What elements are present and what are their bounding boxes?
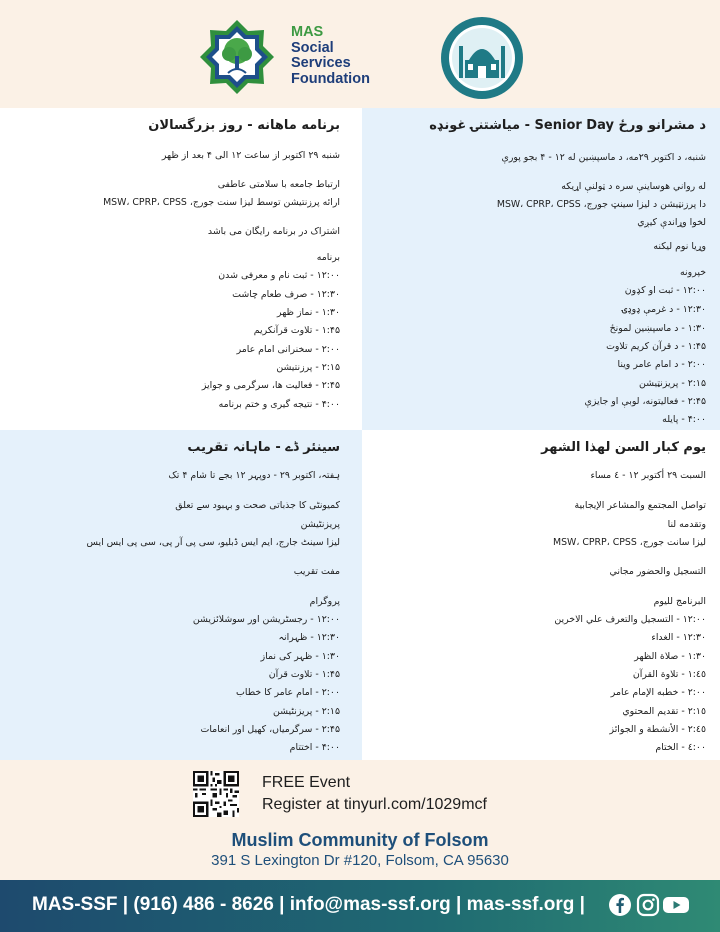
schedule-item: ٢:٤٥ - الأنشطة و الجوائز [609, 724, 706, 735]
logo-line: Social [291, 39, 334, 56]
presenter-line: لخوا وړاندې کیږي [637, 217, 706, 228]
logo-line: MAS [291, 24, 324, 40]
schedule-item: ۴:۰۰ - پایله [662, 414, 706, 425]
schedule-item: ١٢:٣٠ - الغداء [651, 632, 706, 643]
registration-note: اشتراک در برنامه رایگان می باشد [207, 226, 340, 237]
mas-ssf-logo [198, 18, 388, 96]
presenter-line: لیزا سینٹ جارج، ایم ایس ڈبلیو، سی پی آر پی، سی پی ایس ایس [86, 537, 340, 548]
topic-line: کمیونٹی کا جذباتی صحت و بہبود سے تعلق [175, 500, 340, 511]
schedule-item: ۴:۰۰ - اختتام [289, 742, 340, 753]
free-event-label: FREE Event [262, 774, 351, 791]
event-date: شنبه ۲۹ اکتوبر از ساعت ۱۲ الی ۴ بعد از ظهر [161, 150, 340, 161]
event-date: شنبه، د اکتوبر ۲۹مه، د ماسپښین له ۱۲ - ۴ بجو پورې [501, 152, 706, 163]
schedule-heading: خپرونه [680, 267, 706, 278]
schedule-item: ٤:٠٠ - الختام [655, 742, 706, 753]
schedule-heading: البرنامج لليوم [653, 596, 706, 607]
event-date: ہفتہ، اکتوبر ۲۹ - دوپہر ۱۲ بجے تا شام ۴ تک [168, 470, 340, 481]
presenter-line: ليزا سانت جورج، MSW، CPRP، CPSS [553, 537, 706, 548]
event-date: السبت ٢٩ أكتوبر ١٢ - ٤ مساء [590, 470, 706, 481]
schedule-item: ۱۲:۳۰ - ظہرانہ [278, 632, 340, 643]
schedule-item: ۱:۳۰ - نماز ظهر [277, 307, 340, 318]
panel-title: سینئر ڈے - ماہانہ تقریب [187, 440, 340, 455]
logo-line: Foundation [291, 70, 370, 87]
venue-name: Muslim Community of Folsom [231, 830, 489, 850]
schedule-item: ۲:۱۵ - پرزنتیشن [276, 362, 340, 373]
schedule-item: ۱:۴۵ - تلاوت قرآنکریم [253, 325, 340, 336]
schedule-item: ۱۲:۳۰ - صرف طعام چاشت [232, 289, 340, 300]
schedule-item: ٢:٠٠ - خطبه الإمام عامر [610, 687, 706, 698]
header [0, 0, 720, 108]
schedule-item: ۱۲:۳۰ - د غرمې ډوډۍ [621, 304, 706, 315]
presenter-line: وتقدمه لنا [667, 519, 706, 530]
presenter-line: پریزنٹیشن [300, 519, 340, 530]
topic-line: تواصل المجتمع والمشاعر الإيجابية [574, 500, 706, 511]
schedule-item: ۱۲:۰۰ - ثبت او کډون [624, 285, 706, 296]
schedule-item: ۲:۰۰ - د امام عامر وینا [617, 359, 706, 370]
logo-line: Services [291, 55, 351, 71]
schedule-item: ۱:۴۵ - تلاوت قرآن [268, 669, 340, 680]
mas-star-tree-icon [198, 18, 276, 96]
mosque-seal-logo-icon [440, 16, 524, 100]
presenter-line: دا پرزنټیشن د لیزا سینټ جورج، MSW، CPRP، CPSS [496, 199, 706, 210]
schedule-item: ١:٣٠ - صلاة الظهر [634, 651, 706, 662]
schedule-item: ۲:۴۵ - فعالیتونه، لوبې او جایزې [584, 396, 706, 407]
registration-note: التسجيل والحضور مجاني [609, 566, 706, 577]
schedule-item: ۱:۳۰ - د ماسپښین لمونځ [609, 323, 706, 334]
schedule-item: ۱۲:۰۰ - رجسٹریشن اور سوشلائزیشن [192, 614, 340, 625]
panel-title: برنامه ماهانه - روز بزرگسالان [148, 118, 340, 133]
topic-line: ارتباط جامعه با سلامتی عاطفی [217, 179, 340, 190]
schedule-item: ۱۲:۰۰ - ثبت نام و معرفی شدن [218, 270, 340, 281]
schedule-item: ١:٤٥ - تلاوة القرآن [632, 669, 706, 680]
schedule-item: ۴:۰۰ - نتیجه گیری و ختم برنامه [218, 399, 340, 410]
instagram-icon[interactable] [636, 893, 660, 917]
schedule-item: ۲:۱۵ - پریزنٹیشن [273, 706, 340, 717]
schedule-heading: پروگرام [309, 596, 340, 607]
schedule-item: ۱:۴۵ - د قرآن کریم تلاوت [606, 341, 706, 352]
persian-program-panel [0, 108, 362, 430]
logo-text [291, 25, 370, 87]
qr-code-icon[interactable] [193, 771, 239, 817]
contact-line[interactable]: MAS-SSF | (916) 486 - 8626 | info@mas-ssf.org | mas-ssf.org | [32, 894, 585, 915]
schedule-item: ١٢:٠٠ - التسجيل والتعرف علي الاخرين [554, 614, 706, 625]
youtube-icon[interactable] [662, 893, 690, 917]
schedule-heading: برنامه [316, 252, 340, 263]
urdu-program-panel [0, 430, 362, 760]
facebook-icon[interactable] [608, 893, 632, 917]
schedule-item: ٢:١٥ - تقديم المحتوي [622, 706, 706, 717]
schedule-item: ۲:۱۵ - پریزنټیشن [639, 378, 706, 389]
venue-address: 391 S Lexington Dr #120, Folsom, CA 95630 [211, 852, 509, 869]
panel-title: يوم كبار السن لهذا الشهر [541, 440, 706, 455]
schedule-item: ۱:۳۰ - ظہر کی نماز [260, 651, 340, 662]
schedule-item: ۲:۴۵ - سرگرمیاں، کھیل اور انعامات [200, 724, 340, 735]
registration-note: مفت تقریب [293, 566, 340, 577]
schedule-item: ۲:۴۵ - فعالیت ها، سرگرمی و جوایز [201, 380, 340, 391]
topic-line: له رواني هوساینې سره د ټولنې اړیکه [561, 181, 706, 192]
registration-note: وړیا نوم لیکنه [653, 241, 706, 252]
presenter-line: ارائه پرزنتیشن توسط لیزا سنت جورج، MSW، CPRP، CPSS [103, 197, 340, 208]
registration-link[interactable]: Register at tinyurl.com/1029mcf [262, 796, 487, 813]
arabic-program-panel [362, 430, 720, 760]
schedule-item: ۲:۰۰ - امام عامر کا خطاب [236, 687, 340, 698]
pashto-program-panel [362, 108, 720, 430]
panel-title: د مشرانو ورځ Senior Day - میاشتنۍ غونډه [429, 118, 706, 133]
schedule-item: ۲:۰۰ - سخنرانی امام عامر [236, 344, 340, 355]
